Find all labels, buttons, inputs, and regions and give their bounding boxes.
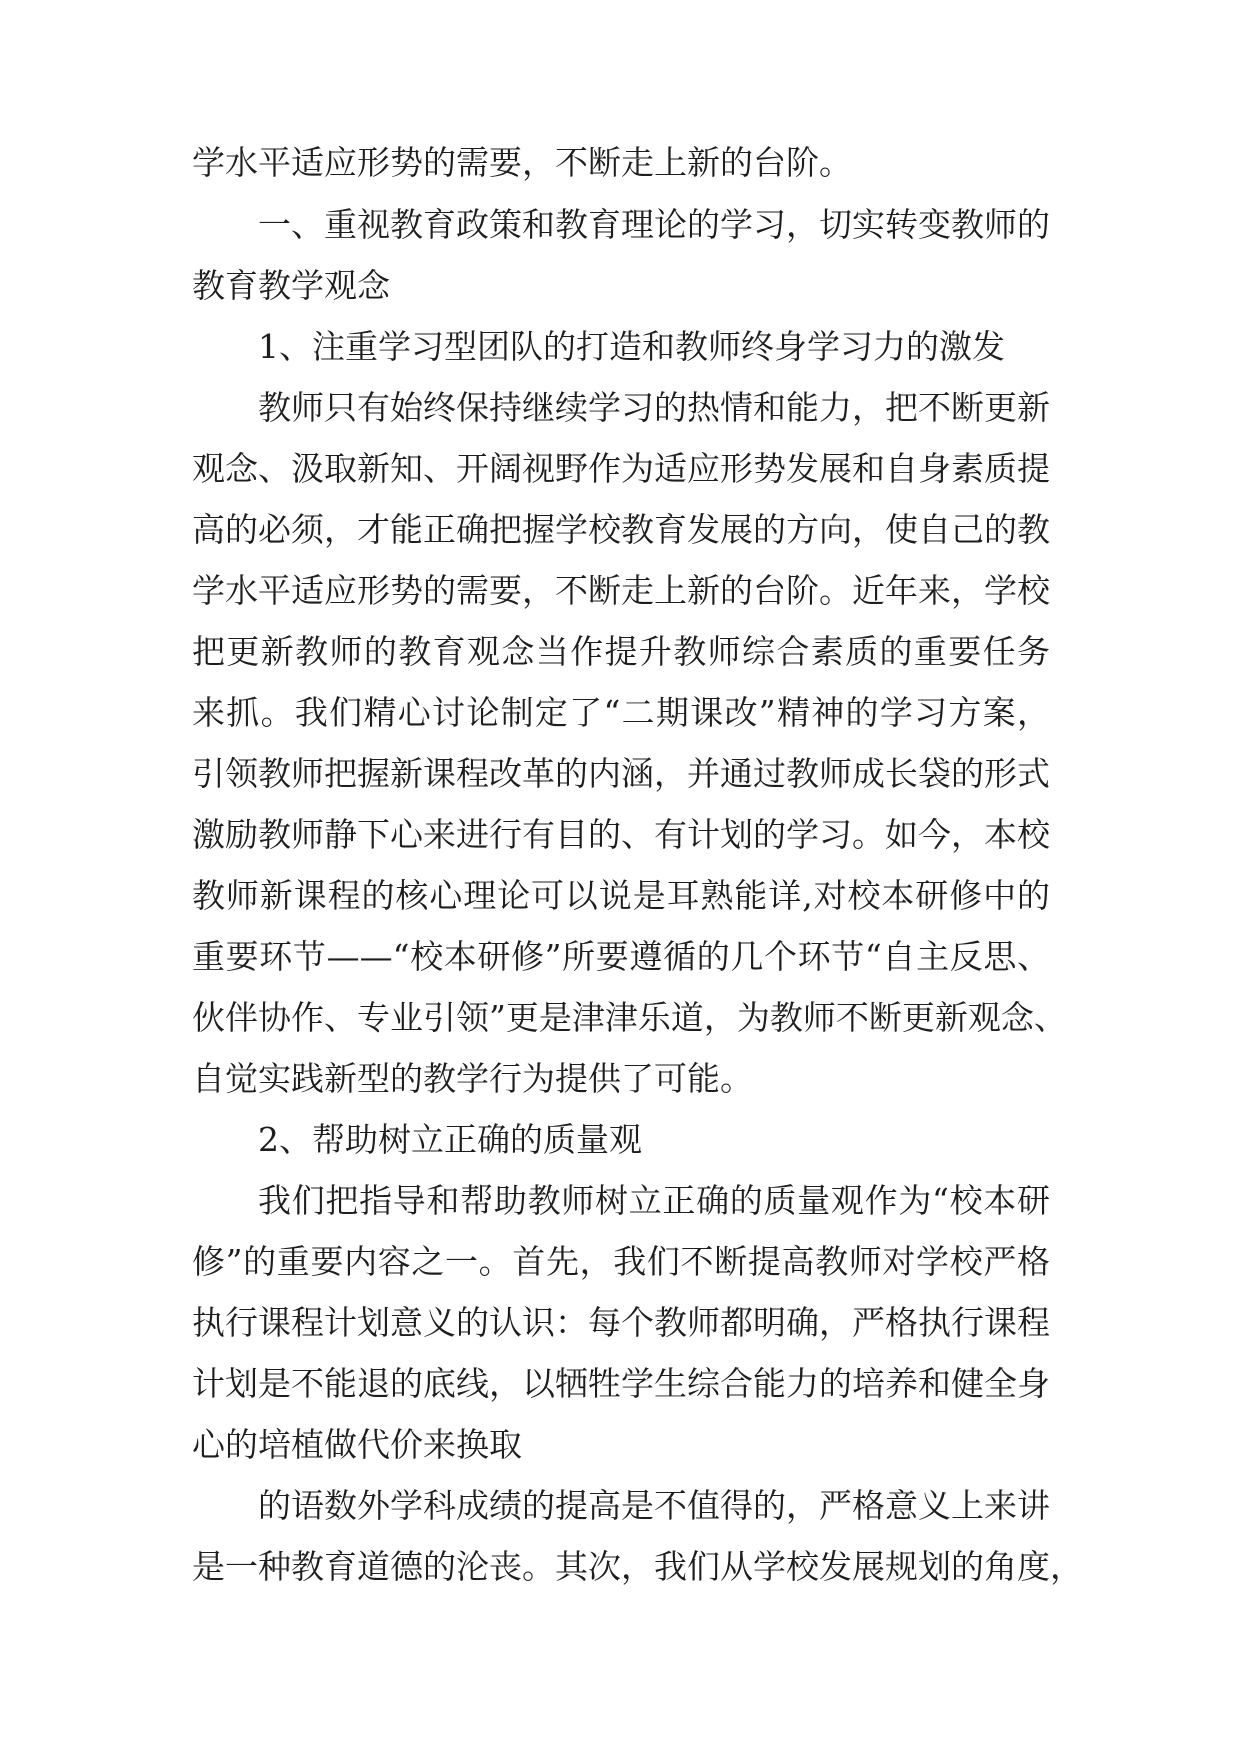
text-line: 我们把指导和帮助教师树立正确的质量观作为“校本研	[258, 1181, 1050, 1220]
text-line: 学水平适应形势的需要，不断走上新的台阶。近年来，学校	[192, 571, 1050, 610]
text-line: 来抓。我们精心讨论制定了“二期课改”精神的学习方案，	[192, 693, 1050, 732]
text-line: 激励教师静下心来进行有目的、有计划的学习。如今，本校	[192, 815, 1050, 854]
text-line: 伙伴协作、专业引领”更是津津乐道，为教师不断更新观念、	[192, 998, 1067, 1037]
text-line: 重要环节——“校本研修”所要遵循的几个环节“自主反思、	[192, 937, 1050, 976]
text-line: 执行课程计划意义的认识：每个教师都明确，严格执行课程	[192, 1303, 1050, 1342]
text-line: 修”的重要内容之一。首先，我们不断提高教师对学校严格	[192, 1242, 1050, 1281]
text-line: 是一种教育道德的沦丧。其次，我们从学校发展规划的角度，	[192, 1547, 1083, 1586]
text-line: 教师只有始终保持继续学习的热情和能力，把不断更新	[258, 388, 1050, 427]
text-line: 教师新课程的核心理论可以说是耳熟能详,对校本研修中的	[192, 876, 1050, 915]
text-line: 引领教师把握新课程改革的内涵，并通过教师成长袋的形式	[192, 754, 1050, 793]
section-heading: 一、重视教育政策和教育理论的学习，切实转变教师的	[258, 205, 1050, 244]
subsection-heading: 2、帮助树立正确的质量观	[258, 1120, 642, 1159]
section-heading-continued: 教育教学观念	[192, 266, 390, 305]
text-line: 高的必须，才能正确把握学校教育发展的方向，使自己的教	[192, 510, 1050, 549]
text-line: 自觉实践新型的教学行为提供了可能。	[192, 1059, 753, 1098]
text-line: 学水平适应形势的需要，不断走上新的台阶。	[192, 143, 852, 182]
text-line: 心的培植做代价来换取	[192, 1425, 522, 1464]
text-line: 计划是不能退的底线，以牺牲学生综合能力的培养和健全身	[192, 1364, 1050, 1403]
subsection-heading: 1、注重学习型团队的打造和教师终身学习力的激发	[258, 327, 1005, 366]
text-line: 把更新教师的教育观念当作提升教师综合素质的重要任务	[192, 632, 1050, 671]
text-line: 的语数外学科成绩的提高是不值得的，严格意义上来讲	[258, 1486, 1050, 1525]
text-line: 观念、汲取新知、开阔视野作为适应形势发展和自身素质提	[192, 449, 1050, 488]
